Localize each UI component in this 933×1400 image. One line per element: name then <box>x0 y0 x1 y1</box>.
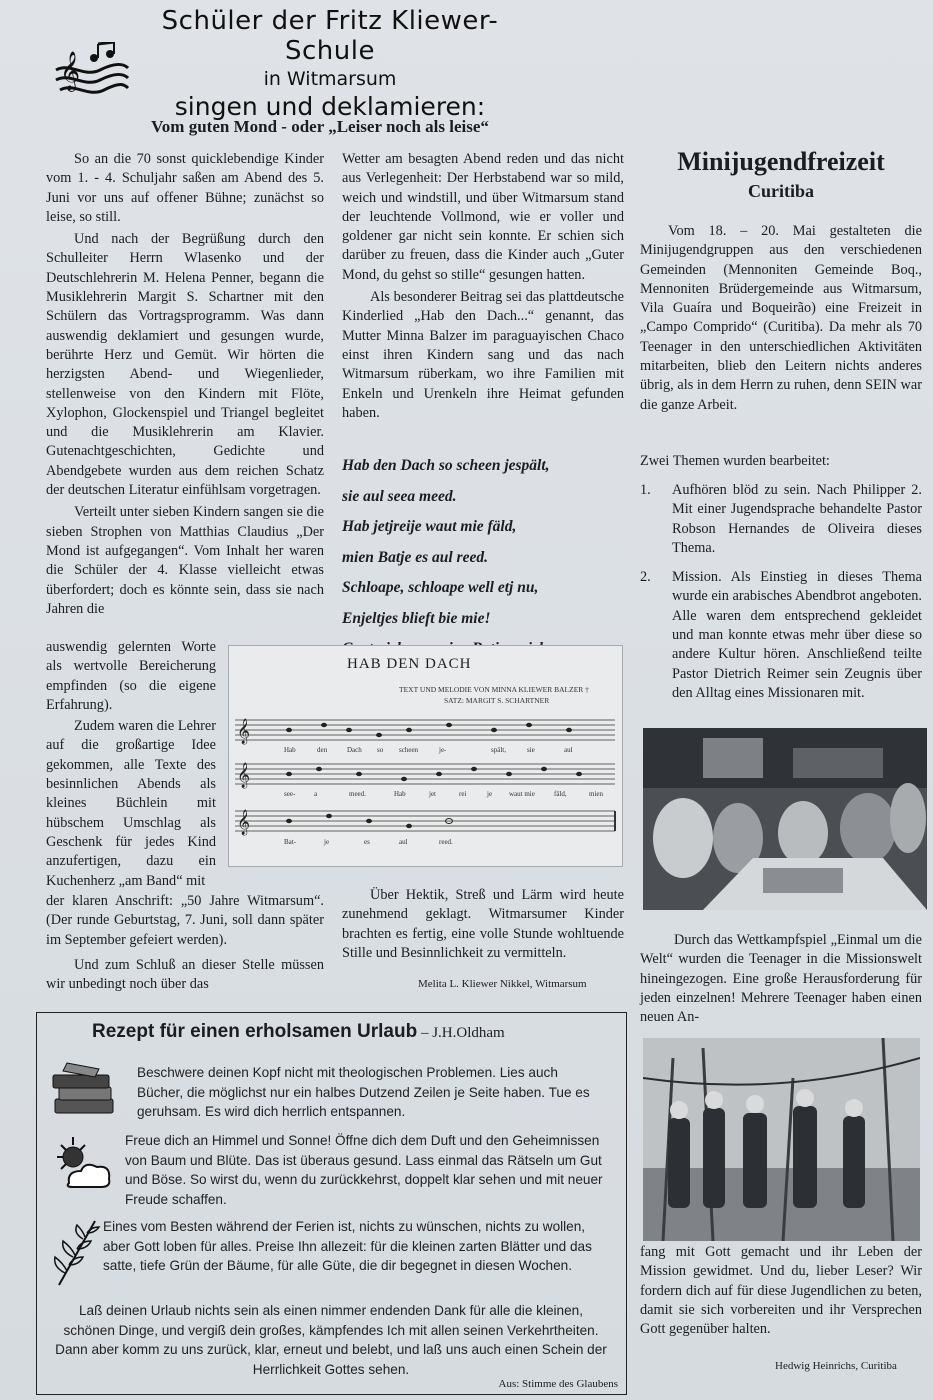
svg-text:𝄞: 𝄞 <box>237 763 251 788</box>
recipe-author: – J.H.Oldham <box>417 1025 505 1041</box>
poem-line: sie aul seea meed. <box>342 487 457 505</box>
article1-column1 <box>46 150 324 619</box>
poem-line: Hab den Dach so scheen jespält, <box>342 457 550 474</box>
paragraph: fang mit Gott gemacht und ihr Leben der Mission gewidmet. Und du, lieber Leser? Wir fordern dich auf für diese Jugendlichen zu beten, damit sie sich vorbereiten und ihr Versprechen Gott gegenüber halten. <box>640 1244 922 1338</box>
article1-closing <box>342 886 624 963</box>
sheet-lyric: fäld, <box>554 790 567 798</box>
music-notes-icon <box>50 42 130 107</box>
sheet-credit-1: TEXT UND MELODIE VON MINNA KLIEWER BALZER † <box>399 685 589 694</box>
sheet-lyric: Bat- <box>284 838 297 846</box>
sheet-lyric: waut mie <box>509 790 535 798</box>
staff-lines <box>229 646 622 866</box>
paragraph: Zudem waren die Lehrer auf die großartige Idee gekommen, alle Texte des besinnlichen Abends als kleines Büchlein mit hübschem Umschlag als Geschenk für jedes Kind anzufertigen, dazu ein Kuchenherz „am Band“ mit <box>46 718 216 889</box>
article1-column2 <box>342 150 624 423</box>
article1-wrap-text <box>46 638 216 891</box>
sun-cloud-icon <box>51 1135 115 1200</box>
article2-end <box>640 1243 922 1339</box>
sheet-lyric: aul <box>564 746 573 754</box>
sheet-lyric: Hab <box>394 790 406 798</box>
sheet-lyric: so <box>377 746 384 754</box>
sheet-lyric: den <box>317 746 328 754</box>
poem-line: Schloape, schloape well etj nu, <box>342 579 539 596</box>
article2-themes-intro: Zwei Themen wurden bearbeitet: <box>640 453 830 469</box>
photo-teenagers-dinner <box>643 728 927 910</box>
sheet-lyric: reed. <box>439 838 453 846</box>
paragraph: Und zum Schluß an dieser Stelle müssen wir unbedingt noch über das <box>46 956 324 993</box>
list-text: Mission. Als Einstieg in dieses Thema wurde ein arabisches Abendbrot angeboten. Alle waren dem entsprechend gekleidet und man konnte etwas mehr über diese so andere Kultur hören. Anschließend teilte Pastor Dietrich Reimer sein Zeugnis über den Alltag eines Missionaren mit. <box>672 569 922 701</box>
recipe-box <box>36 1012 627 1395</box>
sheet-lyric: spält, <box>491 746 506 754</box>
article2-intro <box>640 222 922 415</box>
sheet-lyric: scheen <box>399 746 419 754</box>
list-item <box>640 481 922 558</box>
article2-heading <box>640 147 922 202</box>
sheet-music-image <box>228 645 623 867</box>
list-number: 1. <box>640 482 651 498</box>
header-title <box>120 6 540 121</box>
paragraph: Als besonderer Beitrag sei das plattdeutsche Kinderlied „Hab den Dach...“ genannt, das Mutter Minna Balzer im paraguayischen Chaco einst ihren Kindern sang und das nach Witmarsum rüberkam, wo ihre Familien mit Enkeln und Urenkeln ihre Heimat gefunden haben. <box>342 289 624 421</box>
paragraph: Verteilt unter sieben Kindern sangen sie die sieben Strophen von Matthias Claudius „Der Mond ist aufgegangen“. Vom Inhalt her waren die Schüler der 4. Klasse vielleicht etwas überfordert; doch es könnte sein, dass sie nach Jahren die <box>46 504 324 617</box>
article1-tail <box>46 892 324 994</box>
recipe-source: Aus: Stimme des Glaubens <box>498 1378 618 1390</box>
sheet-lyric: rei <box>459 790 467 798</box>
svg-text:𝄞: 𝄞 <box>237 810 251 835</box>
article-subtitle: Vom guten Mond - oder „Leiser noch als leise“ <box>151 117 489 136</box>
paragraph: der klaren Anschrift: „50 Jahre Witmarsum“. (Der runde Geburtstag, 7. Juni, soll dann später im September gefeiert werden). <box>46 893 324 948</box>
paragraph: Und nach der Begrüßung durch den Schulleiter Herrn Wlasenko und der Deutschlehrerin M. Helena Penner, begann die Musiklehrerin Margit S. Schartner mit den Schülern das Vortragsprogramm. Was dann auswendig deklamiert und gesungen wurde, berührte Herz und Gemüt. Wir hörten die herzigsten Abend- und Wiegenlieder, stellenweise von den Kindern mit Flöte, Xylophon, Glockenspiel und Triangel begleitet und die Musiklehrerin am Klavier. Gutenachtgeschichten, Gedichte und Abendgebete wurden aus dem reichen Schatz der deutschen Literatur einfühlsam vorgetragen. <box>46 231 324 499</box>
header-line3: singen und deklamieren: <box>174 92 486 121</box>
poem-line: Hab jetjreije waut mie fäld, <box>342 518 517 535</box>
recipe-heading <box>92 1021 505 1043</box>
sheet-lyric: je- <box>439 746 447 754</box>
sheet-title: HAB DEN DACH <box>347 656 472 672</box>
paragraph: So an die 70 sonst quicklebendige Kinder vom 1. - 4. Schuljahr saßen am Abend des 5. Juni vor uns auf offener Bühne; zunächst so leise, so still. <box>46 151 324 225</box>
paragraph: Durch das Wettkampfspiel „Einmal um die Welt“ wurden die Teenager in die Missionswelt hineingezogen. Eine große Herausforderung für jeden einzelnen! Mehrere Teenager haben einen neuen An- <box>640 932 922 1026</box>
paragraph: Wetter am besagten Abend reden und das nicht aus Verlegenheit: Der Herbstabend war so mild, weich und windstill, und über Witmarsum stand der leuchtende Vollmond, wie er voller und goldener gar nicht sein konnte. Er schien sich darüber zu freuen, dass die Kinder auch „Guter Mond, du gehst so stille“ gesungen hatten. <box>342 151 624 283</box>
list-number: 2. <box>640 569 651 586</box>
article1-signature: Melita L. Kliewer Nikkel, Witmarsum <box>418 978 587 990</box>
sheet-lyric: Hab <box>284 746 296 754</box>
recipe-paragraph-4: Laß deinen Urlaub nichts sein als einen nimmer endenden Dank für alle die kleinen, schönen Dinge, und vergiß dein großes, kämpfendes Ich mit allen seinen Verkehrtheiten. Dann aber komm zu uns zurück, klar, erneut und belebt, und laß uns auch einen Schein der Herrlichkeit Gottes sehen. <box>55 1303 607 1377</box>
poem-line: mien Batje es aul reed. <box>342 548 488 566</box>
article2-middle <box>640 931 922 1027</box>
header-line2: in Witmarsum <box>263 68 397 90</box>
books-icon <box>49 1061 119 1124</box>
leaf-branch-icon <box>49 1217 103 1292</box>
sheet-lyric: a <box>314 790 318 798</box>
svg-text:𝄞: 𝄞 <box>60 51 81 91</box>
photo-teenagers-outdoors <box>643 1038 920 1241</box>
sheet-lyric: je <box>324 838 330 846</box>
paragraph: auswendig gelernten Worte als wertvolle Bereicherung empfinden (so die eigene Erfahrung). <box>46 639 216 713</box>
sheet-lyric: see- <box>284 790 296 798</box>
article2-themes-list <box>640 481 922 703</box>
recipe-paragraph-1: Beschwere deinen Kopf nicht mit theologischen Problemen. Lies auch Bücher, die möglichst nur ein halbes Dutzend Zeilen je Seite haben. Tue es geruhsam. Es wird dich herrlich entspannen. <box>137 1065 590 1119</box>
sheet-lyric: meed. <box>349 790 366 798</box>
recipe-paragraph-2: Freue dich an Himmel und Sonne! Öffne dich dem Duft und den Geheimnissen von Baum und Blüte. Das ist überaus gesund. Lass einmal das Rätseln um Gut und Böse. So wirst du, wenn du zurückkehrst, doppelt klar sehen und mit neuer Freude schaffen. <box>125 1133 603 1207</box>
sheet-credit-2: SATZ: MARGIT S. SCHARTNER <box>444 696 550 705</box>
paragraph: Vom 18. – 20. Mai gestalteten die Minijugendgruppen aus den verschiedenen Gemeinden (Mennoniten Gemeinde Boq., Mennoniten Brüdergemeinde aus Witmarsum, Vila Guaíra und Boqueirão) eine Freizeit in „Campo Comprido“ (Curitiba). Da mehr als 70 Teenager in den unterschiedlichen Aktivitäten mitarbeiten, blieb den Leitern nichts anderes übrig, als in dem Herrn zu ruhen, denn SEIN war die ganze Arbeit. <box>640 223 922 413</box>
poem-stanza-1 <box>342 455 624 569</box>
sheet-lyric: sie <box>527 746 535 754</box>
svg-text:𝄞: 𝄞 <box>237 719 251 744</box>
paragraph: Über Hektik, Streß und Lärm wird heute zunehmend geklagt. Witmarsumer Kinder brachten es fertig, eine volle Stunde wohltuende Stille und Besinnlichkeit zu vermitteln. <box>342 887 624 961</box>
sheet-lyric: es <box>364 838 370 846</box>
article2-title: Minijugendfreizeit <box>677 147 885 176</box>
sheet-lyric: mien <box>589 790 603 798</box>
poem-line: Enjeltjes blieft bie mie! <box>342 609 491 627</box>
sheet-lyric: Dach <box>347 746 362 754</box>
recipe-title: Rezept für einen erholsamen Urlaub <box>92 1021 418 1042</box>
article2-subtitle: Curitiba <box>747 181 814 201</box>
sheet-lyric: jet <box>429 790 436 798</box>
recipe-paragraph-3: Eines vom Besten während der Ferien ist, nichts zu wünschen, nichts zu wollen, aber Gott loben für alles. Preise Ihn allezeit: für die kleinen zarten Blätter und das satte, tiefe Grün der Bäume, für alle Güte, die dir begegnet in diesen Wochen. <box>103 1219 592 1273</box>
header-line1: Schüler der Fritz Kliewer-Schule <box>161 6 499 66</box>
article2-signature: Hedwig Heinrichs, Curitiba <box>775 1360 897 1372</box>
list-text: Aufhören blöd zu sein. Nach Philipper 2. Mit einer Jugendsprache behandelte Pastor Robson Hernandes de Oliveira dieses Thema. <box>672 482 922 556</box>
sheet-lyric: je <box>487 790 493 798</box>
list-item <box>640 568 922 703</box>
sheet-lyric: aul <box>399 838 408 846</box>
